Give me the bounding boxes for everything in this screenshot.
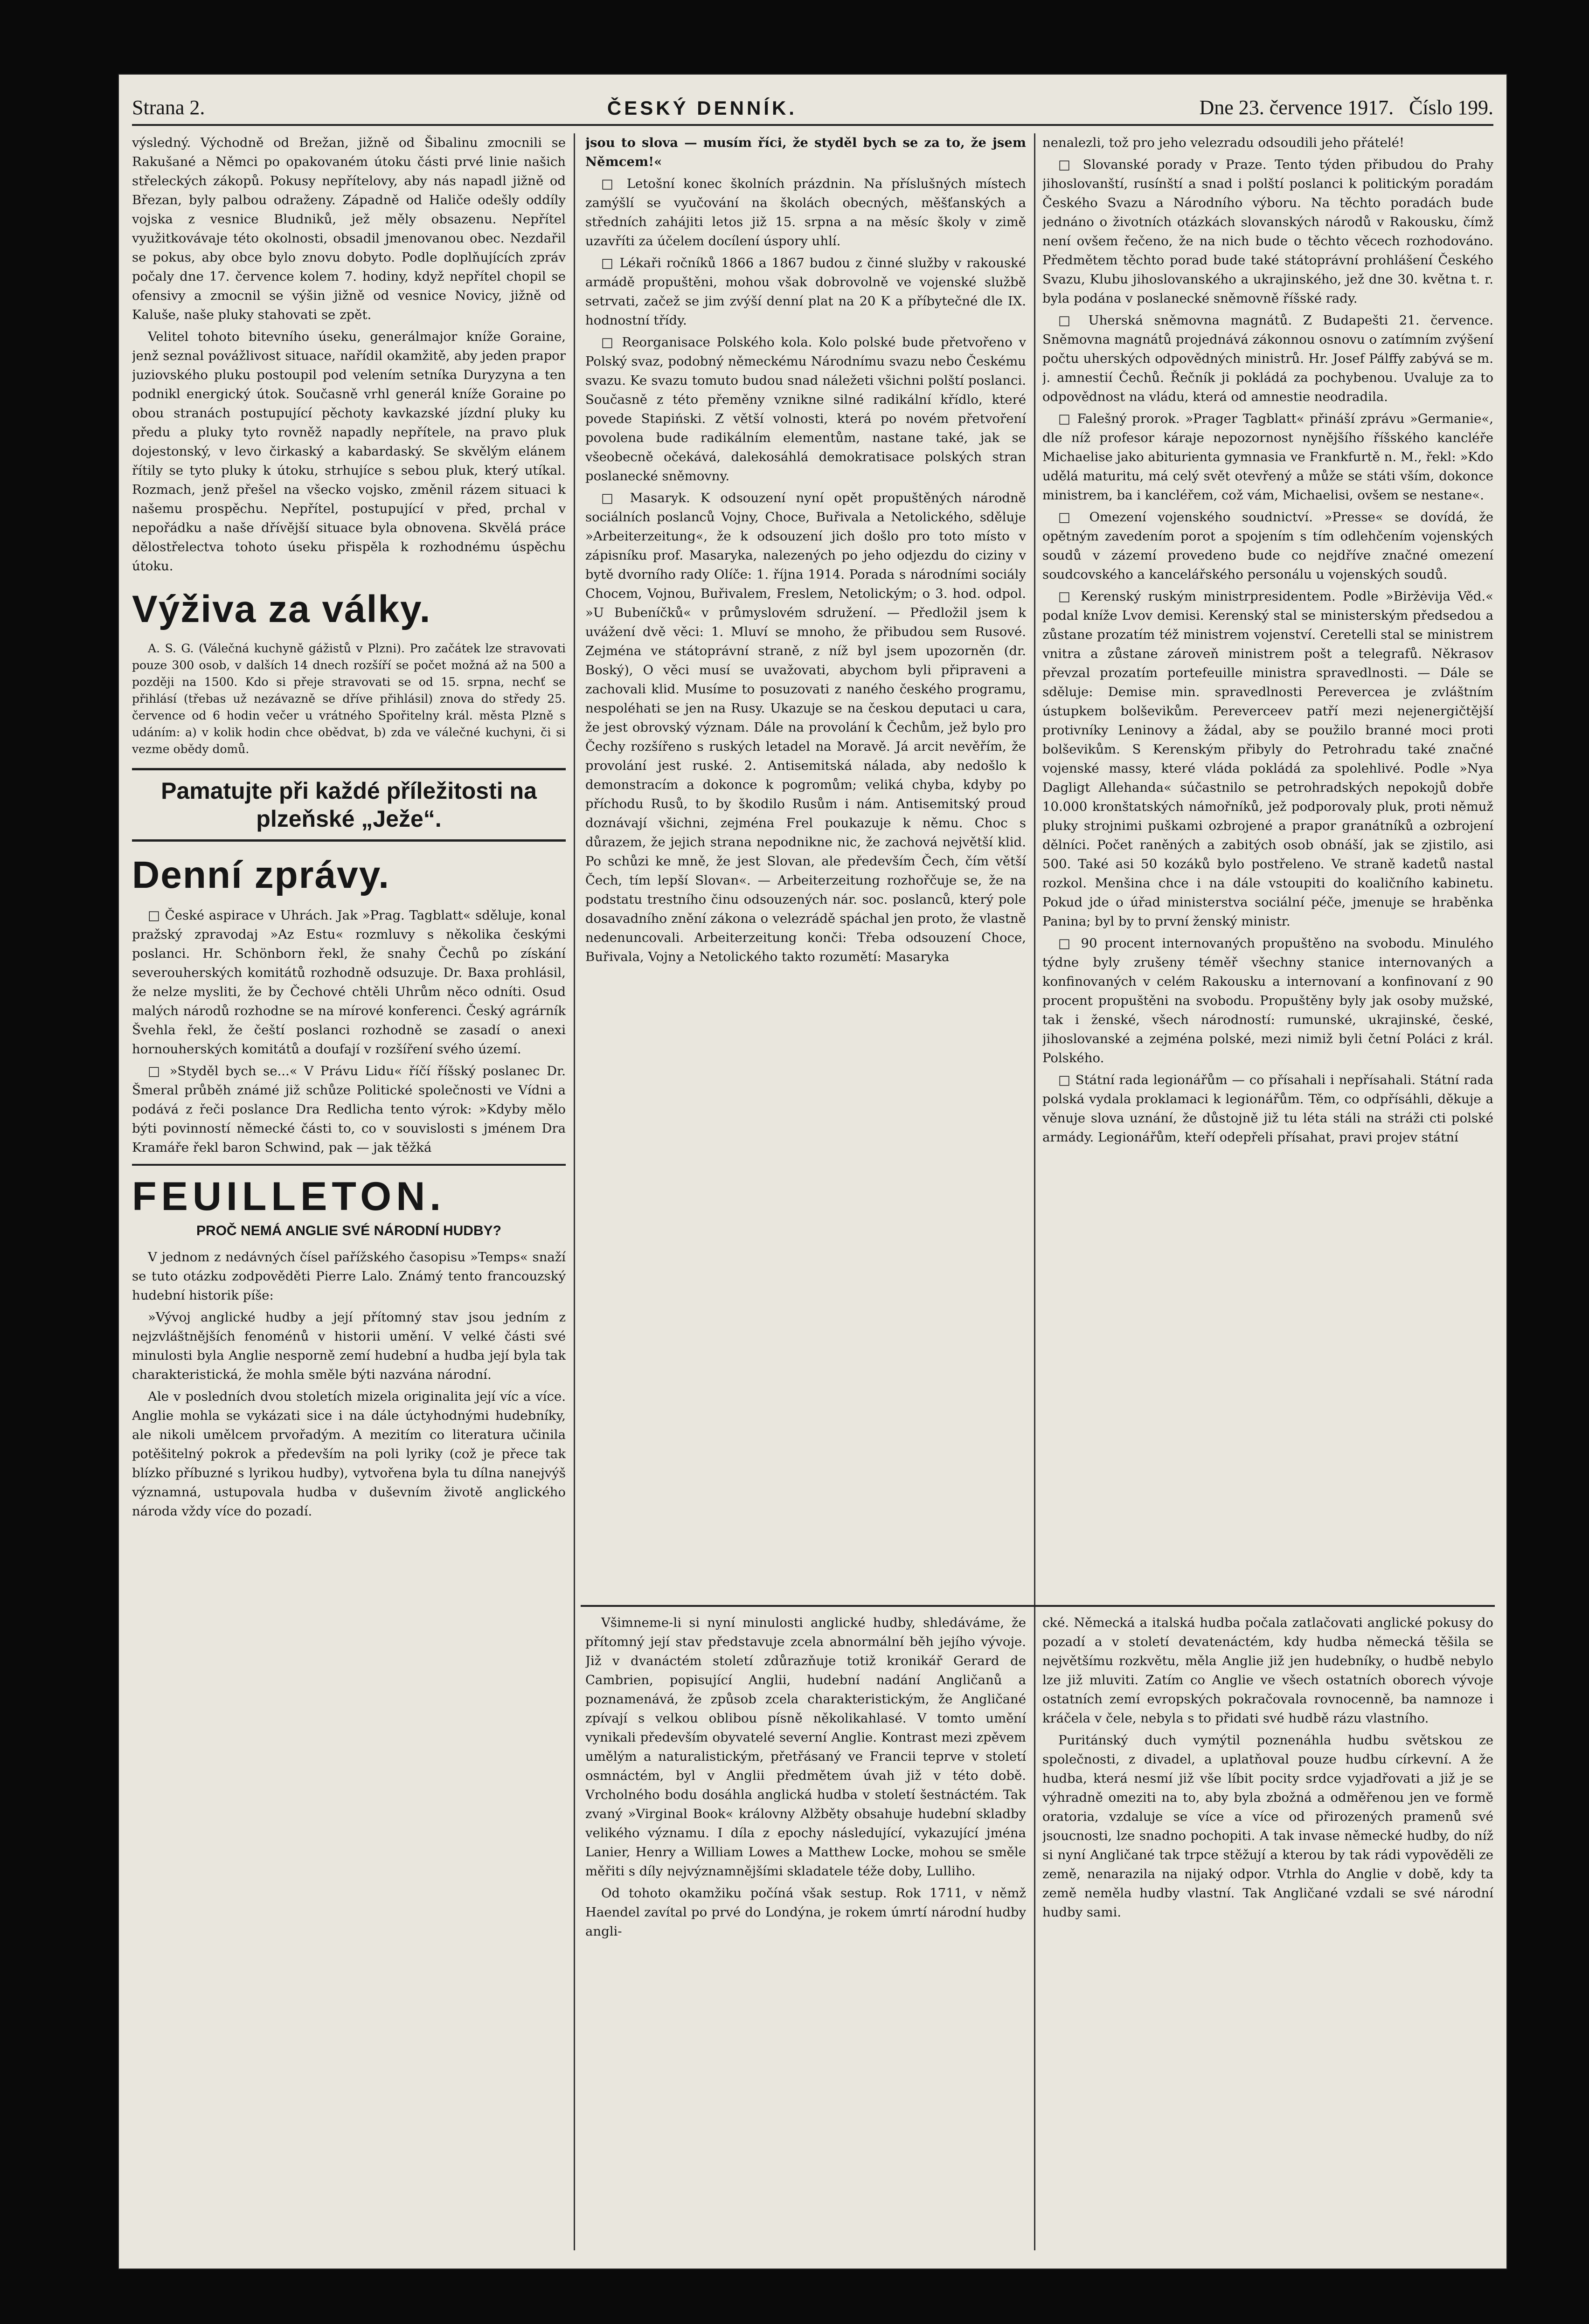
feuilleton-subtitle: PROČ NEMÁ ANGLIE SVÉ NÁRODNÍ HUDBY? — [196, 1223, 501, 1238]
column-3 — [1042, 133, 1493, 1602]
advertisement: Pamatujte při každé příležitosti na plzeňské „Ježe“. — [132, 768, 566, 842]
feuilleton-paragraph: »Vývoj anglické hudby a její přítomný stav jsou jedním z nejzvláštnějších fenoménů v historii umění. V velké části své minulosti byla Anglie nesporně zemí hudební a hudba její byla tak charakteristická, že mohla směle býti nazvána národní. — [132, 1310, 566, 1382]
issue-number: Číslo 199. — [1409, 96, 1493, 119]
news-item: □ Státní rada legionářům — co přísahali i nepřísahali. Státní rada polská vydala proklamaci k legionářům. Těm, co odpřísáhli, děkuje a věnuje slova uznání, že důstojně již tu léta stáli na stráži cti polské armády. Legionářům, kteří odepřeli přísahat, pravi projev státní — [1042, 1072, 1493, 1145]
feuilleton-column-3 — [1042, 1613, 1493, 2252]
article-paragraph: A. S. G. (Válečná kuchyně gážistů v Plzni). Pro začátek lze stravovati pouze 300 osob, v dalších 14 dnech rozšíří se počet možná až na 500 a později na 1500. Kdo si přeje stravovati se od 15. srpna, nechť se přihlásí (třebas už nezávazně se dříve přihlásil) znova do středy 25. července od 6 hodin večer u vrátného Spořitelny král. města Plzně s udáním: a) v kolik hodin chce obědvat, b) zda ve válečné kuchyni, či si vezme obědy domů. — [132, 642, 566, 756]
column-2 — [585, 133, 1026, 1602]
page-number: Strana 2. — [132, 96, 205, 119]
news-item: □ Uherská sněmovna magnátů. Z Budapešti 21. července. Sněmovna magnátů projednává zákonnou osnovu o zatímním zvýšení počtu uherských odpovědných ministrů. Hr. Josef Pálffy zabývá se m. j. amnestií Čechů. Řečník ji pokládá za pochybenou. Uvaluje za to odpovědnost na vládu, která od amnestie neodradila. — [1042, 313, 1493, 404]
news-item: □ Falešný prorok. »Prager Tagblatt« přináší zprávu »Germanie«, dle níž profesor káraje nepozornost nynějšího říšského kancléře Michaelise jako abiturienta gymnasia ve Frankfurtě n. M., řekl: »Kdo udělá maturitu, má celý svět otevřený a může se státi vším, dokonce ministrem, ba i kancléřem, což vám, Michaelisi, ovšem se nestane«. — [1042, 411, 1493, 503]
feuilleton-column-2 — [585, 1613, 1026, 2252]
news-item: nenalezli, tož pro jeho velezradu odsoudili jeho přátelé! — [1042, 135, 1405, 150]
feuilleton-title: FEUILLETON. — [132, 1174, 446, 1219]
feuilleton-rule — [132, 1164, 566, 1166]
date-issue — [1199, 96, 1493, 119]
feuilleton-paragraph: Všimneme-li si nyní minulosti anglické hudby, shledáváme, že přítomný její stav představuje zcela abnormální běh jejího vývoje. Již v dvanáctém století zdůrazňuje totiž kronikář Gerard de Cambrien, popisující Anglii, hudební nadání Angličanů a poznamenává, že způsob zcela charakteristickým, že Angličané zpívají s velkou oblibou písně několikahlasé. V tomto umění vynikali především obyvatelé severní Anglie. Kontrast mezi zpěvem umělým a naturalistickým, přetřásaný ve Francii teprve v století osmnáctém, byl v Anglii předmětem úvah již v této době. Vrcholného bodu dosáhla anglická hudba v století šestnáctém. Tak zvaný »Virginal Book« královny Alžběty obsahuje hudební skladby velikého významu. I díla z epochy následující, vykazující jména Lanier, Henry a William Lowes a Matthew Locke, mohou se směle měřiti s díly nejvýznamnějšími skladatele téže doby, Lulliho. — [585, 1615, 1026, 1879]
column-1 — [132, 133, 566, 2246]
news-item: □ Lékaři ročníků 1866 a 1867 budou z činné služby v rakouské armádě propuštěni, mohou však dobrovolně ve vojenské službě setrvati, začež se jim zvýší denní plat na 20 K a příbytečné dle IX. hodnostní třídy. — [585, 256, 1026, 328]
feuilleton-paragraph: Puritánský duch vymýtil poznenáhla hudbu světskou ze společnosti, z divadel, a uplatňoval pouze hudbu církevní. A že hudba, která nesmí již vše líbit pocity srdce vyjadřovati a již je se výhradně omeziti na to, aby byla zbožná a odměřenou jen ve formě oratoria, vzdaluje se více a více od přirozených pramenů své jsoucnosti, lze snadno pochopiti. A tak invase německé hudby, do níž si nyní Angličané tak trpce stěžují a kterou by tak rádi vypověděli ze země, nenarazila na nijaký odpor. Vtrhla do Anglie v době, kdy ta země neměla hudby vlastní. Tak Angličané vzdali se své národní hudby sami. — [1042, 1733, 1493, 1920]
news-item: □ Slovanské porady v Praze. Tento týden přibudou do Prahy jihoslovanští, rusínští a snad i polští poslanci k politickým poradám Českého Svazu a Národního výboru. Na těchto poradách bude jednáno o životních otázkách slovanských národů v Rakousku, čímž není ovšem řečeno, že na nich bude o těchto věcech rozhodováno. Předmětem těchto porad bude také státoprávní prohlášení Českého Svazu, Klubu jihoslovanského a ukrajinského, jež dne 30. května t. r. byla podána v poslanecké sněmovně říšské rady. — [1042, 157, 1493, 306]
article-paragraph: výsledný. Východně od Brežan, jižně od Šibalinu zmocnili se Rakušané a Němci po opakovaném útoku části prvé linie našich střeleckých zákopů. Pokusy nepřítelovy, aby nás napadl jižně od Březan, byly palbou odraženy. Západně od Haliče odešly oddíly vojska z vesnice Bludniků, jež měly obsazenu. Nepřítel využitkovávaje této okolnosti, obsadil jmenovanou obec. Nezdařil se pokus, aby obce bylo znovu dobyto. Podle doplňujících zpráv počaly dne 17. července kolem 7. hodiny, když nepřítel chopil se ofensivy a zmocnil se výšin jižně od vesnice Novicy, jižně od Kaluše, naše pluky stahovati se zpět. — [132, 135, 566, 322]
news-item: □ Reorganisace Polského kola. Kolo polské bude přetvořeno v Polský svaz, podobný německému Národnímu svazu nebo Českému svazu. Ke svazu tomuto budou snad náležeti všichni polští poslanci. Současně z této přeměny vznikne silné radikální křídlo, které povede Stapiński. Z větší volnosti, která po novém přetvoření povolena bude radikálním elementům, nastane také, jak se všeobecně očekává, dalekosáhlá demokratisace polských stran poslanecké sněmovny. — [585, 335, 1026, 484]
masthead — [132, 90, 1493, 119]
feuilleton-paragraph: V jednom z nedávných čísel pařížského časopisu »Temps« snaží se tuto otázku zodpověděti Pierre Lalo. Známý tento francouzský hudební historik píše: — [132, 1250, 566, 1303]
news-section-title: Denní zprávy. — [132, 854, 390, 896]
news-item: □ 90 procent internovaných propuštěno na svobodu. Minulého týdne byly zrušeny téměř všechny stanice internovaných a konfinovaných v celém Rakousku a internovaní a konfinovaní z 90 procent propuštěni na svobodu. Propuštěny byly jak osoby mužské, tak i ženské, všech národností: rumunské, ukrajinské, české, jihoslovanské a zejména polské, mezi nimiž byli četní Poláci z král. Polského. — [1042, 936, 1493, 1065]
news-item: □ České aspirace v Uhrách. Jak »Prag. Tagblatt« sděluje, konal pražský zpravodaj »Az Estu« rozmluvy s několika českými poslanci. Hr. Schönborn řekl, že snahy Čechů po získání severouherských komitátů rozhodně odsuzuje. Dr. Baxa prohlásil, že nelze mysliti, že by Čechové chtěli Uhrům něco odníti. Osud malých národů rozhodne se na mírové konferenci. Český agrárník Švehla řekl, že čeští poslanci rozhodně se zasadí o anexi hornouherských komitátů a doufají v rozšíření svého území. — [132, 908, 566, 1057]
news-item: □ Omezení vojenského soudnictví. »Presse« se dovídá, že opětným zavedením porot a spojením s tím odlehčením vojenských soudů v zázemí provedeno bude co nejdříve značné omezení soudcovského a kancelářského personálu u vojenských soudů. — [1042, 510, 1493, 582]
news-item: jsou to slova — musím říci, že styděl bych se za to, že jsem Němcem!« — [585, 135, 1026, 169]
news-item: □ Masaryk. K odsouzení nyní opět propuštěných národně sociálních poslanců Vojny, Choce, Buřivala a Netolického, sděluje »Arbeiterzeitung«, že k odsouzení jich došlo pro toto místo v zápisníku prof. Masaryka, nalezených po jeho odjezdu do ciziny v bytě dvorního rady Olíče: 1. října 1914. Porada s národními sociály Chocem, Vojnou, Buřivalem, Freslem, Netolickým; o 3. hod. odpol. »U Bubeníčků« v průmyslovém sdružení. — Předložil jsem k uvážení dvě věci: 1. Mluví se mnoho, že přibudou sem Rusové. Zejména ve státoprávní straně, z níž byl jsem upozorněn (dr. Boský), O věci musí se uvažovati, abychom byli připraveni a zachovali klid. Musíme to posuzovati z naného českého programu, nespoléhati se jen na Rusy. Ukazuje se na českou deputaci u cara, že jest obrovský význam. Dále na provolání k Čechům, jež bylo pro Čechy rozšířeno s ruských letadel na Moravě. Já arcit nevěřím, že provolání jest ruské. 2. Antisemitská nálada, aby nedošlo k demonstracím a dokonce k pogromům; veliká chyba, kdyby po příchodu Rusů, to by škodilo Rusům i nám. Antisemitský proud doznávají všichni, zejména Frel poukazuje k němu. Choc s důrazem, že jejich strana nepodnikne nic, že zachová největší klid. Po schůzi ke mně, že jest Slovan, ale především Čech, čím větší Čech, tím lepší Slovan«. — Arbeiterzeitung rozhořčuje se, že na podstatu trestního činu odsouzených nár. soc. poslanců, který pole dosavadního znění zákona o velezrádě spáchal jen proto, že vlastně nedenuncovali. Arbeiterzeitung konči: Třeba odsouzení Choce, Buřivala, Vojny a Netolického takto rozumětí: Masaryka — [585, 491, 1026, 964]
feuilleton-paragraph: cké. Německá a italská hudba počala zatlačovati anglické pokusy do pozadí a v století devatenáctém, kdy hudba německá těšila se největšímu rozkvětu, měla Anglie již jen hudebníky, o hudbě nebylo lze již mluviti. Zatím co Anglie ve všech ostatních oborech vývoje ostatních zemí evropských pokračovala rovnocenně, ba namnoze i kráčela v čele, nebyla s to přidati své hudbě rázu vlastního. — [1042, 1615, 1493, 1726]
article-paragraph: Velitel tohoto bitevního úseku, generálmajor kníže Goraine, jenž seznal povážlivost situace, nařídil okamžitě, aby jeden prapor juziovského pluku postoupil pod velením setníka Duryzyna a ten podnikl energický útok. Současně vrhl generál kníže Goraine po obou stranách postupující pěchoty kavkazské jízdní pluky ku předu a pluky tyto rovněž napadly nepřítele, na pravo pluk dojestonský, v levo čirkaský a kabardaský. Se skvělým elánem řítily se tyto pluky k útoku, strhujíce s sebou pluk, který utíkal. Rozmach, jenž přešel na všecko vojsko, změnil rázem situaci k našemu prospěchu. Nepřítel, postupující v před, prchal v nepořádku a naše dřívější situace byla obnovena. Skvělá práce dělostřelectva tohoto úseku přispěla k rozhodnému úspěchu útoku. — [132, 329, 566, 574]
newspaper-page — [119, 75, 1506, 2269]
column-divider — [574, 133, 575, 2250]
news-item: □ »Styděl bych se...« V Právu Lidu« říčí říšský poslanec Dr. Šmeral průběh známé již schůze Politické společnosti ve Vídni a podává z řeči poslance Dra Redlicha tento výrok: »Kdyby mělo býti povinností německé části to, co v souvislosti s jménem Dra Kramáře řekl baron Schwind, pak — jak těžká — [132, 1064, 566, 1155]
news-item: □ Letošní konec školních prázdnin. Na příslušných místech zamýšlí se vyučování na školách obecných, měšťanských a středních zahájiti letos již 15. srpna a na měsíc školy v zimě uzavříti za účelem docílení úspory uhlí. — [585, 176, 1026, 249]
column-divider — [1034, 133, 1035, 2250]
header-rule — [132, 124, 1493, 126]
issue-date: Dne 23. července 1917. — [1199, 96, 1394, 119]
feuilleton-paragraph: Od tohoto okamžiku počíná však sestup. Rok 1711, v němž Haendel zavítal po prvé do Londýna, je rokem úmrtí národní hudby angli- — [585, 1886, 1026, 1939]
news-item: □ Kerenský ruským ministrpresidentem. Podle »Biržėvija Věd.« podal kníže Lvov demisi. Kerenský stal se ministerským předsedou a zůstane prozatím též ministrem vojenství. Ceretelli stal se ministrem vnitra a zůstane zároveň ministrem pošt a telegrafů. Někrasov převzal prozatím portefeuille ministra spravedlnosti. — Dále se sděluje: Demise min. spravedlnosti Perevercea je zvláštním ústupkem bolševikům. Pereverceev patří mezi nejenergičtější protivníky Leninovy a žádal, aby se použilo branné moci proti bolševikům. S Kerenským přibyly do Petrohradu také značné vojenské massy, které vláda pokládá za spolehlivé. Podle »Nya Dagligt Allehanda« súčastnilo se petrohradských nepokojů dobře 10.000 kronštatských námořníků, jež podporovaly pluk, proti němuž pluky strojnimi puškami ozbrojené a prapor granátníků a ozbrojení dělníci. Počet raněných a zabitých osob obnáší, jak se zjistilo, asi 500. Také asi 50 kozáků bylo postřeleno. Ve straně kadetů nastal rozkol. Menšina chce i na dále vstoupiti do koaličního kabinetu. Pokud jde o úřad ministerstva sociální péče, jmenuje se hraběnka Panina; byl by to první ženský ministr. — [1042, 589, 1493, 929]
newspaper-title: ČESKÝ DENNÍK. — [607, 97, 797, 119]
feuilleton-paragraph: Ale v posledních dvou stoletích mizela originalita její víc a více. Anglie mohla se vykázati sice i na dále úctyhodnými hudebníky, ale nikoli umělcem prvořadým. A mezitím co literatura učinila potěšitelný pokrok a především na poli lyriky (což je přece tak blízko příbuzné s lyrikou hudby), vytvořena byla tu dílna nanejvýš významná, ustupovala hudba v duševním životě anglického národa vždy více do pozadí. — [132, 1389, 566, 1519]
feuilleton-rule — [581, 1605, 1495, 1607]
section-title: Výživa za války. — [132, 588, 431, 630]
